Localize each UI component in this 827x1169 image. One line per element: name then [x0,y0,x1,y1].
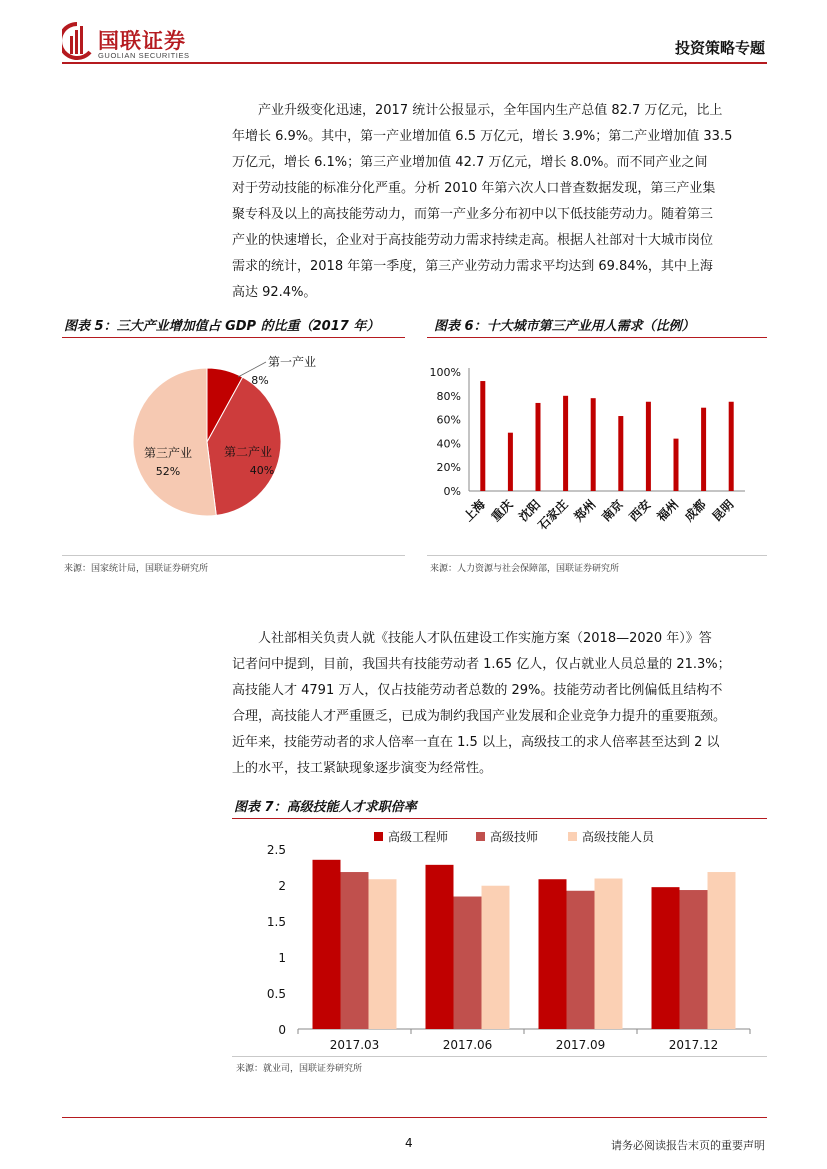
y-tick-label: 1 [278,951,286,965]
bar [341,872,369,1029]
paragraph-1 [232,98,772,306]
x-tick-label: 2017.06 [442,1038,493,1052]
bar [591,398,596,491]
paragraph-line: 上的水平，技工紧缺现象逐步演变为经常性。 [232,761,493,776]
legend-swatch [568,832,577,841]
legend-label: 高级技师 [490,830,539,844]
x-tick-label: 石家庄 [535,497,571,533]
figure6-bottom-rule [427,555,767,556]
logo-brand-cn: 国联证券 [98,29,186,53]
y-tick-label: 100% [429,366,461,379]
paragraph-line: 高技能人才 4791 万人，仅占技能劳动者总数的 29%。技能劳动者比例偏低且结构不 [232,683,723,698]
bar [426,865,454,1029]
bar [674,439,679,491]
paragraph-line: 年增长 6.9%。其中，第一产业增加值 6.5 万亿元，增长 3.9%；第二产业增加值 33.5 [232,129,733,144]
bar [563,396,568,491]
bar [482,886,510,1029]
paragraph-line: 需求的统计，2018 年第一季度，第三产业劳动力需求平均达到 69.84%，其中上海 [232,259,713,274]
logo [62,22,212,64]
paragraph-line: 对于劳动技能的标准分化严重。分析 2010 年第六次人口普查数据发现，第三产业集 [232,181,716,196]
pie-label: 第一产业 [268,355,317,369]
figure7-bottom-rule [232,1056,767,1057]
paragraph-line: 近年来，技能劳动者的求人倍率一直在 1.5 以上，高级技工的求人倍率甚至达到 2 以 [232,735,720,750]
x-tick-label: 2017.09 [555,1038,606,1052]
y-tick-label: 2.5 [266,843,286,857]
header-rule [62,62,767,64]
x-tick-label: 郑州 [571,497,599,525]
logo-mark-icon [62,22,92,60]
paragraph-line: 产业的快速增长，企业对于高技能劳动力需求持续走高。根据人社部对十大城市岗位 [232,233,714,248]
y-tick-label: 0% [443,485,461,498]
paragraph-line: 记者问中提到，目前，我国共有技能劳动者 1.65 亿人，仅占就业人员总量的 21.3%； [232,657,731,672]
bar [652,887,680,1029]
figure7-source: 来源：就业司，国联证券研究所 [236,1064,363,1074]
paragraph-line: 合理，高技能人才严重匮乏，已成为制约我国产业发展和企业竞争力提升的重要瓶颈。 [232,709,727,724]
legend-swatch [476,832,485,841]
figure6-top-rule [427,337,767,338]
legend-label: 高级工程师 [388,830,449,844]
page-number: 4 [405,1136,413,1150]
figure5-title: 图表 5：三大产业增加值占 GDP 的比重（2017 年） [64,319,380,334]
figure6-title: 图表 6：十大城市第三产业用人需求（比例） [434,319,695,334]
pie-label: 第三产业 [143,446,193,460]
paragraph-2 [232,626,772,782]
pie-value-label: 40% [249,464,275,477]
x-tick-label: 福州 [654,497,682,525]
paragraph-line: 高达 92.4%。 [232,285,317,300]
x-tick-label: 成都 [681,497,709,525]
bar [369,879,397,1029]
bar [729,402,734,491]
bar [708,872,736,1029]
y-tick-label: 40% [436,437,461,451]
x-tick-label: 沈阳 [516,497,544,525]
figure5-source: 来源：国家统计局，国联证券研究所 [64,564,209,574]
x-tick-label: 重庆 [488,497,516,525]
figure5-top-rule [62,337,405,338]
bar [508,433,513,491]
footer-disclaimer: 请务必阅读报告末页的重要声明 [611,1139,765,1152]
bar [539,879,567,1029]
figure6-source: 来源：人力资源与社会保障部，国联证券研究所 [430,564,620,574]
figure5-bottom-rule [62,555,405,556]
figure7-bar-chart [232,822,767,1054]
y-tick-label: 60% [436,413,461,427]
y-tick-label: 1.5 [266,915,286,929]
bar [454,897,482,1029]
y-tick-label: 80% [436,389,461,403]
bar [595,879,623,1029]
legend-swatch [374,832,383,841]
x-tick-label: 上海 [461,497,488,525]
bar [646,402,651,491]
x-tick-label: 西安 [626,497,654,525]
paragraph-line: 人社部相关负责人就《技能人才队伍建设工作实施方案（2018—2020 年）》答 [258,631,712,646]
pie-value-label: 52% [155,465,181,478]
bar [536,403,541,491]
bar [701,408,706,491]
paragraph-line: 万亿元，增长 6.1%；第三产业增加值 42.7 万亿元，增长 8.0%。而不同产业之间 [232,155,708,170]
legend-label: 高级技能人员 [582,830,655,844]
bar [480,381,485,491]
bar [618,416,623,491]
y-tick-label: 20% [436,461,461,475]
figure5-pie-chart [62,340,407,550]
figure6-bar-chart [427,340,767,550]
figure7-title: 图表 7：高级技能人才求职倍率 [234,800,417,815]
paragraph-line: 产业升级变化迅速，2017 统计公报显示，全年国内生产总值 82.7 万亿元，比上 [258,103,723,118]
figure7-top-rule [232,818,767,819]
footer-rule [62,1117,767,1118]
x-tick-label: 2017.12 [668,1038,719,1052]
y-tick-label: 0 [278,1023,286,1037]
y-tick-label: 0.5 [266,987,286,1001]
x-tick-label: 南京 [599,497,626,525]
logo-brand-en: GUOLIAN SECURITIES [98,51,190,60]
x-tick-label: 昆明 [709,497,737,525]
y-tick-label: 2 [278,879,286,893]
x-tick-label: 2017.03 [329,1038,380,1052]
bar [567,891,595,1029]
pie-value-label: 8% [251,374,269,387]
bar [680,890,708,1029]
pie-label: 第二产业 [223,445,273,459]
report-type: 投资策略专题 [674,39,765,57]
paragraph-line: 聚专科及以上的高技能劳动力，而第一产业多分布初中以下低技能劳动力。随着第三 [232,207,714,222]
pie-slice-3 [133,368,216,516]
bar [313,860,341,1029]
